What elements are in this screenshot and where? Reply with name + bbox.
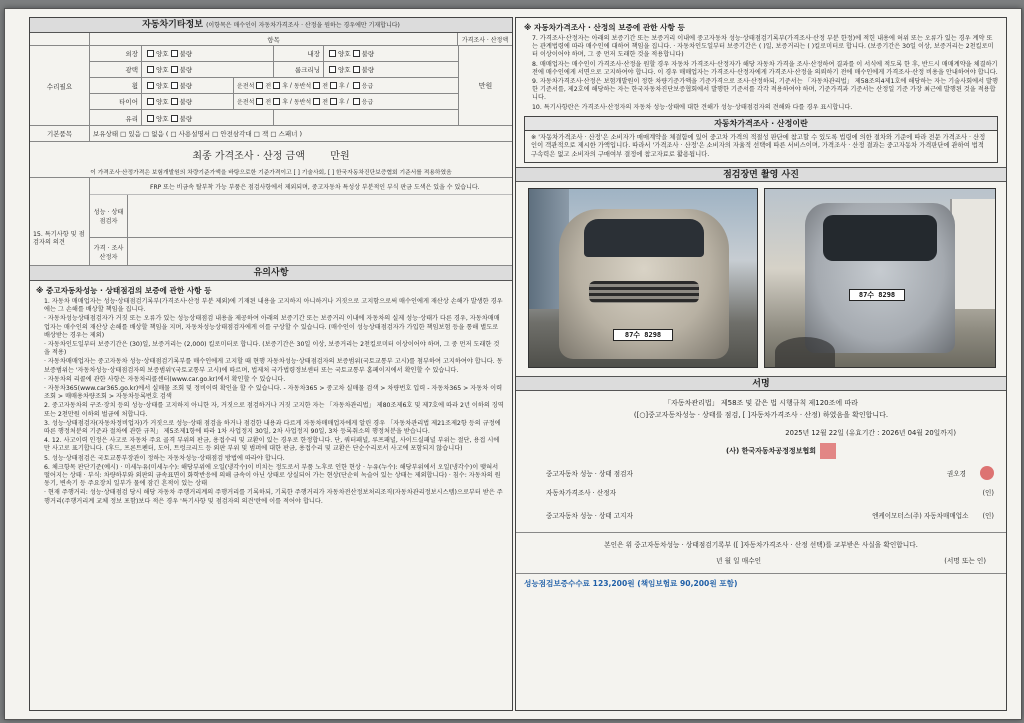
grille-shape <box>589 281 699 303</box>
note-item: 5. 성능·상태점검은 국토교통부장관이 정하는 자동차성능·상태점검 방법에 따라야 합니다. <box>44 454 285 462</box>
definition-box <box>524 116 998 163</box>
checkbox[interactable] <box>353 98 360 105</box>
rear-label: 후 <box>339 83 345 90</box>
signature-title: 서명 <box>516 376 1006 391</box>
checkbox[interactable] <box>147 82 154 89</box>
good-label: 양호 <box>338 50 351 58</box>
repair-rows <box>90 46 458 125</box>
repair-row-options-b[interactable] <box>324 62 458 77</box>
note-item: 8. 매매업자는 매수인이 가격조사·산정을 원할 경우 자동차 가격조사·산정자가 해당 자동차 가격을 조사·산정하여 결과를 이 서식에 적도록 한 후, 반드시 매매계약을 체결하기 전에 매수인에게 서면으로 고지하여야 합니다. 이 경우 매매업자는 가격조사·산정자에게 가격조사·산정을 의뢰하기 전에 매수인에게 가격조사·산정 비용을 안내하여야 합니다. <box>532 60 998 76</box>
note-item: 9. 자동차가격조사·산정은 보험개발원이 정한 차량기준가액을 기준가격으로 조사·산정하되, 기준서는 「자동차관리법」 제58조의4제1호에 해당하는 자는 기술사회에서 발행한 기준서를, 제2호에 해당하는 자는 한국자동차진단보증협회에서 발행한 기준서를 각각 적용하여야 하며, 기준가격과 기준서는 산정일 기준 가장 최근에 발행된 것을 적용합니다. <box>532 78 998 102</box>
passenger-label: 동반석 <box>293 99 312 106</box>
building-wall-shape <box>950 199 995 309</box>
price-inspector-opinion[interactable] <box>128 238 512 265</box>
signature-row <box>516 463 1006 482</box>
special-notes-label: 15. 특기사항 및 점검자의 의견 <box>30 178 90 265</box>
repair-row-options[interactable] <box>142 46 274 61</box>
right-column <box>515 17 1007 711</box>
special-notes-body <box>90 178 512 265</box>
good-label: 양호 <box>156 66 169 74</box>
checkbox[interactable] <box>171 115 178 122</box>
checkbox[interactable] <box>256 82 263 89</box>
tire-position-options[interactable]: 운전석 전 후 / 동반석 전 후 / 응급 <box>237 98 374 106</box>
checkbox[interactable] <box>256 98 263 105</box>
checkbox[interactable] <box>353 50 360 57</box>
checkbox[interactable] <box>330 82 337 89</box>
bad-label: 불량 <box>179 98 193 106</box>
definition-text: ※ '자동차가격조사 · 산정'은 소비자가 매매계약을 체결함에 있어 중고차 가격의 적절성 판단에 참고할 수 있도록 법령에 의한 절차와 기준에 따라 전문 가격조사 · 산정인이 객관적으로 제시한 가액입니다. 따라서 '가격조사 · 산정'은 소비자의 자율적 선택에 따른 서비스이며, 가격조사 · 산정 결과는 중고자동차 가격판단에 관하여 법적 구속력은 없고 소비자의 구매여부 결정에 참고자료로 활용됩니다. <box>531 133 986 158</box>
repair-row-options[interactable] <box>142 78 234 93</box>
signer-name: 권오경 <box>946 469 966 478</box>
perf-inspector-label: 성능 · 상태 점검자 <box>90 195 128 237</box>
checkbox[interactable] <box>171 82 178 89</box>
checkbox[interactable] <box>330 98 337 105</box>
repair-row <box>90 94 458 110</box>
bad-label: 불량 <box>361 66 375 74</box>
final-price-line <box>30 147 512 162</box>
driver-seat-label: 운전석 <box>237 99 255 106</box>
shadow-shape <box>775 337 835 367</box>
repair-row <box>90 78 458 94</box>
signer-role: 중고자동차 성능 · 상태 고지자 <box>546 511 633 520</box>
checkbox[interactable] <box>147 115 154 122</box>
note-item: · 자동차성능상태점검자가 거짓 또는 오류가 있는 성능상태점검 내용을 제공하여 아래의 보증기간 또는 보증거리 이내에 자동차의 실제 성능·상태가 다른 경우, 자동차매매업자는 매수인의 재산상 손해를 배상할 책임을 지며, 자동차성능상태점검자에게 이를 구상할 수 있습니다. (매수인이 성능상태점검자가 가입한 책임보험 등을 통해 별도로 배상받는 경우는 제외) <box>44 315 500 339</box>
checkbox[interactable] <box>353 66 360 73</box>
repair-label: 수리필요 <box>30 46 90 125</box>
note-item: 7. 가격조사·산정자는 아래의 보증기간 또는 보증거리 이내에 중고자동차 성능·상태점검기록부(가격조사·산정 부분 한정)에 적힌 내용에 허위 또는 오류가 있는 경우 계약 또는 관계법령에 따라 매수인에 대하여 책임을 집니다. · 자동차인도일부터 보증기간은 ( )일, 보증거리는 ( )킬로미터로 합니다. (보증기간은 30일 이상, 보증거리는 2천킬로미터 이상이어야 하며, 그 중 먼저 도래한 것을 적용합니다) <box>532 35 994 59</box>
passenger-label: 동반석 <box>293 83 312 90</box>
receipt-date: 년 월 일 매수인 <box>716 557 762 566</box>
final-price-block <box>30 142 512 178</box>
checkbox[interactable] <box>171 66 178 73</box>
law-line-2: ([○]중고자동차성능 · 상태를 점검, [ ]자동차가격조사 · 산정) 하였음을 확인합니다. <box>633 411 889 420</box>
wheel-position-options[interactable]: 운전석 전 후 / 동반석 전 후 / 응급 <box>237 82 374 90</box>
special-notes-block <box>30 178 512 266</box>
caution-title: 유의사항 <box>30 266 512 281</box>
perf-inspector-opinion[interactable] <box>128 195 512 237</box>
repair-row-label: 외장 <box>90 46 142 61</box>
repair-row-options[interactable] <box>142 62 274 77</box>
repair-row <box>90 110 458 126</box>
rear-label: 후 <box>282 99 288 106</box>
checkbox[interactable] <box>329 50 336 57</box>
note-item: · 자동차365(www.car365.go.kr)에서 실매물 조회 및 정비이력 확인을 할 수 있습니다. - 자동차365 > 중고차 실매물 검색 > 차량번호 입력 - 자동차365 > 자동차 이력 조회 > 매매용차량조회 > 자동차등록번호 검색 <box>44 385 503 401</box>
note-item: · 자동차인도일부터 보증기간은 (30)일, 보증거리는 (2,000) 킬로미터로 합니다. (보증기간은 30일 이상, 보증거리는 2천킬로미터 이상이어야 하며, 그 중 먼저 도래한 것을 적용) <box>44 341 500 357</box>
note-item: 3. 성능·상태점검자(자동차정비업자)가 거짓으로 성능·상태 점검을 하거나 점검한 내용과 다르게 자동차매매업자에게 알린 경우 「자동차관리법 제21조제2항 등의 규정에 따른 행정처분의 기준과 절차에 관한 규칙」 제5조제1항에 따라 1차 사업정지 30일, 2차 사업정지 90일, 3차 등록취소의 행정처분을 받습니다. <box>44 419 501 436</box>
checkbox[interactable] <box>171 50 178 57</box>
repair-row-options-b[interactable] <box>324 46 458 61</box>
signer-stamp-icon <box>980 466 994 480</box>
other-info-title <box>30 18 512 33</box>
repair-row-label-b: 내장 <box>274 46 324 61</box>
signature-rows <box>516 463 1006 524</box>
frp-note: FRP 또는 비금속 탈부착 가능 부품은 점검사항에서 제외되며, 중고자동차 특성상 부분적인 부식 판금 도색은 있을 수 있습니다. <box>150 183 480 191</box>
rear-license-plate: 87수 8298 <box>849 289 905 301</box>
rear-window-shape <box>823 215 937 261</box>
checkbox[interactable] <box>329 66 336 73</box>
checkbox[interactable] <box>313 82 320 89</box>
inspection-fee-line: 성능점검보증수수료 123,200원 (책임보험료 90,200원 포함) <box>516 573 1006 593</box>
document-sheet <box>4 8 1022 720</box>
good-label: 양호 <box>338 66 351 74</box>
note-item: 2. 중고자동차의 구조·장치 등의 성능·상태를 고지하지 아니한 자, 거짓으로 점검하거나 거짓 고지한 자는 「자동차관리법」 제80조제6호 및 제7호에 따라 2년 이하의 징역 또는 2천만원 이하의 벌금에 처합니다. <box>44 402 504 418</box>
signer-seal-mark[interactable]: (인) <box>982 511 994 520</box>
bad-label: 불량 <box>179 66 193 74</box>
price-warranty-title: ※ 자동차가격조사 · 산정의 보증에 관한 사항 등 <box>524 23 685 32</box>
empty-cell <box>274 110 458 126</box>
final-price-note: 이 가격조사·산정가격은 보험개발원의 차량기준가액을 바탕으로한 기준가격이고 [ ] 기술사회, [ ] 한국자동차진단보증협회 기준서를 적용하였음 <box>90 170 452 176</box>
association-line <box>516 443 1006 459</box>
receipt-statement: 본인은 위 중고자동차성능 · 상태점검기록부 ([ ]자동차가격조사 · 산정 선택)를 교부받은 사실을 확인합니다. <box>604 541 918 550</box>
other-info-heading: 자동차기타정보 <box>142 20 203 30</box>
signature-row <box>516 505 1006 524</box>
repair-row-label: 광택 <box>90 62 142 77</box>
blank-cell <box>30 33 90 45</box>
checkbox[interactable] <box>273 82 280 89</box>
repair-row-label-b: 룸크리닝 <box>274 62 324 77</box>
front-label: 전 <box>265 83 272 90</box>
checkbox[interactable] <box>171 98 178 105</box>
front-label: 전 <box>265 99 272 106</box>
final-price-title: 최종 가격조사 · 산정 금액 <box>192 151 305 162</box>
repair-row-options[interactable] <box>142 94 234 109</box>
price-inspector-label: 가격 · 조사 산정자 <box>90 238 128 265</box>
urgent-label: 응급 <box>361 99 374 106</box>
repair-block <box>30 46 512 126</box>
note-item: 4. 12. 사고이력 인정은 사고로 자동차 주요 골격 부위의 판금, 용접수리 및 교환이 있는 경우로 한정합니다. 단, 쿼터패널, 루프패널, 사이드실패널 부위는 절단, 용접 시에만 사고로 표기합니다. (후드, 프론트펜더, 도어, 트렁크리드 등 외판 부위 및 범퍼에 대한 판금, 용접수리 및 교환은 단순수리로서 사고에 포함되지 않습니다) <box>44 437 500 453</box>
note-item: · 자동차의 리콜에 관한 사항은 자동차리콜센터(www.car.go.kr)에서 확인할 수 있습니다. <box>44 375 286 383</box>
driver-seat-label: 운전석 <box>237 83 255 90</box>
other-info-note: (이항목은 매수인이 자동차가격조사 · 산정을 원하는 경우에만 기재합니다) <box>206 22 400 29</box>
final-price-unit: 만원 <box>330 151 350 162</box>
repair-row-label: 유리 <box>90 110 142 126</box>
good-label: 양호 <box>156 98 169 106</box>
rear-car-photo <box>764 188 996 368</box>
front-car-photo <box>528 188 758 368</box>
caution-notes <box>30 296 512 506</box>
bad-label: 불량 <box>179 82 193 90</box>
price-warranty-notes <box>516 33 1006 112</box>
association-name: (사) 한국자동차공정정보협회 <box>726 447 816 456</box>
urgent-label: 응급 <box>361 83 374 90</box>
price-inspector-row <box>90 237 512 265</box>
basic-items-label: 기본품목 <box>30 126 90 141</box>
repair-row-options[interactable] <box>142 110 274 126</box>
good-label: 양호 <box>156 50 169 58</box>
checkbox[interactable] <box>147 50 154 57</box>
buyer-signature[interactable]: (서명 또는 인) <box>944 557 986 566</box>
bad-label: 불량 <box>179 114 193 123</box>
repair-row-label: 휠 <box>90 78 142 93</box>
checkbox[interactable] <box>147 66 154 73</box>
good-label: 양호 <box>156 82 169 90</box>
repair-price-unit: 만원 <box>458 46 512 125</box>
good-label: 양호 <box>156 114 169 123</box>
signer-name: 엔케이모터스(주) 자동차매매업소 <box>872 511 969 520</box>
law-line-1: 「자동차관리법」 제58조 및 같은 법 시행규칙 제120조에 따라 <box>664 399 858 408</box>
front-label: 전 <box>322 99 329 106</box>
signature-row <box>516 482 1006 501</box>
repair-row <box>90 46 458 62</box>
front-license-plate: 87수 8298 <box>613 329 673 341</box>
receipt-sign-row <box>516 555 1006 565</box>
signer-role: 자동차가격조사 · 산정자 <box>546 488 616 497</box>
photo-title: 점검장면 촬영 사진 <box>516 167 1006 182</box>
law-statement <box>516 397 1006 421</box>
rear-label: 후 <box>282 83 288 90</box>
rear-label: 후 <box>339 99 345 106</box>
item-header: 항목 <box>90 33 458 45</box>
receipt-block <box>516 532 1006 565</box>
basic-items-options[interactable]: 보유상태 □ 있음 □ 없음 ( □ 사용설명서 □ 안전삼각대 □ 잭 □ 스패너 ) <box>93 130 302 138</box>
repair-row <box>90 62 458 78</box>
checkbox[interactable] <box>353 82 360 89</box>
repair-header-row <box>30 33 512 46</box>
warranty-title: ※ 중고자동차성능 · 상태점검의 보증에 관한 사항 등 <box>36 286 212 295</box>
note-item: 6. 체크항목 판단기준(예시) · 미세누유(미세누수): 해당부위에 오일(냉각수)이 비치는 정도로서 부품 노후로 인한 현상 · 누유(누수): 해당부위에서 오일(냉각수)이 맺혀서 떨어지는 상태 · 부식: 차량하부와 외판의 금속표면이 화학반응에 의해 금속이 아닌 상태로 상실되어 가는 현상(단순히 녹슬어 있는 상태는 제외합니다) · 침수: 자동차의 원동기, 변속기 등 주요장치 일부가 물에 잠긴 흔적이 있는 상태 <box>44 463 501 488</box>
note-item: 1. 자동차 매매업자는 성능·상태점검기록부(가격조사·산정 부분 제외)에 기재된 내용을 고지하지 아니하거나 거짓으로 고지함으로써 매수인에게 재산상 손해가 발생한 경우에는 그 손해를 배상할 책임을 집니다. <box>44 298 503 314</box>
basic-items-row <box>30 126 512 142</box>
windshield-shape <box>584 219 704 257</box>
repair-row-label: 타이어 <box>90 94 142 109</box>
left-column <box>29 17 513 711</box>
note-item: 10. 특기사항란은 가격조사·산정자의 자동차 성능·상태에 대한 견해가 성능·상태점검자의 견해와 다를 경우 표시합니다. <box>532 103 853 111</box>
bad-label: 불량 <box>179 50 193 58</box>
checkbox[interactable] <box>313 98 320 105</box>
checkbox[interactable] <box>147 98 154 105</box>
price-header: 가격조사 · 산정액 <box>461 36 509 44</box>
definition-title: 자동차가격조사 · 산정이란 <box>525 117 997 131</box>
issue-date: 2025년 12월 22일 (유효기간 : 2026년 04월 20일까지) <box>785 429 956 438</box>
note-item: · 자동차매매업자는 중고자동차 성능·상태점검기록부를 매수인에게 고지할 때 현행 자동차성능·상태점검자의 보증범위(국토교통부 고시)를 첨부하여 고지하여야 합니다. 동 보증범위는 '자동차성능·상태점검자의 보증범위'(국토교통부 고시)에 따르며, 법제처 국가법령정보센터 또는 국토교통부 홈페이지에서 확인할 수 있습니다. <box>44 358 503 374</box>
perf-inspector-row <box>90 194 512 237</box>
bad-label: 불량 <box>361 50 375 58</box>
front-label: 전 <box>322 83 329 90</box>
signer-role: 중고자동차 성능 · 상태 점검자 <box>546 469 633 478</box>
inspection-photos <box>528 188 996 368</box>
signer-seal-mark[interactable]: (인) <box>982 488 994 497</box>
checkbox[interactable] <box>273 98 280 105</box>
association-seal-icon <box>820 443 836 459</box>
note-item: · 현재 주행거리: 성능·상태점검 당시 해당 자동차 주행거리계의 주행거리를 기록하되, 기록한 주행거리가 자동차전산정보처리조직(자동차관리정보시스템)으로부터 받은 주행거리(주행거리계 교체 정보 포함)보다 적은 경우 '특기사항 및 점검자의 의견'란에 이를 적어야 합니다. <box>44 489 503 505</box>
